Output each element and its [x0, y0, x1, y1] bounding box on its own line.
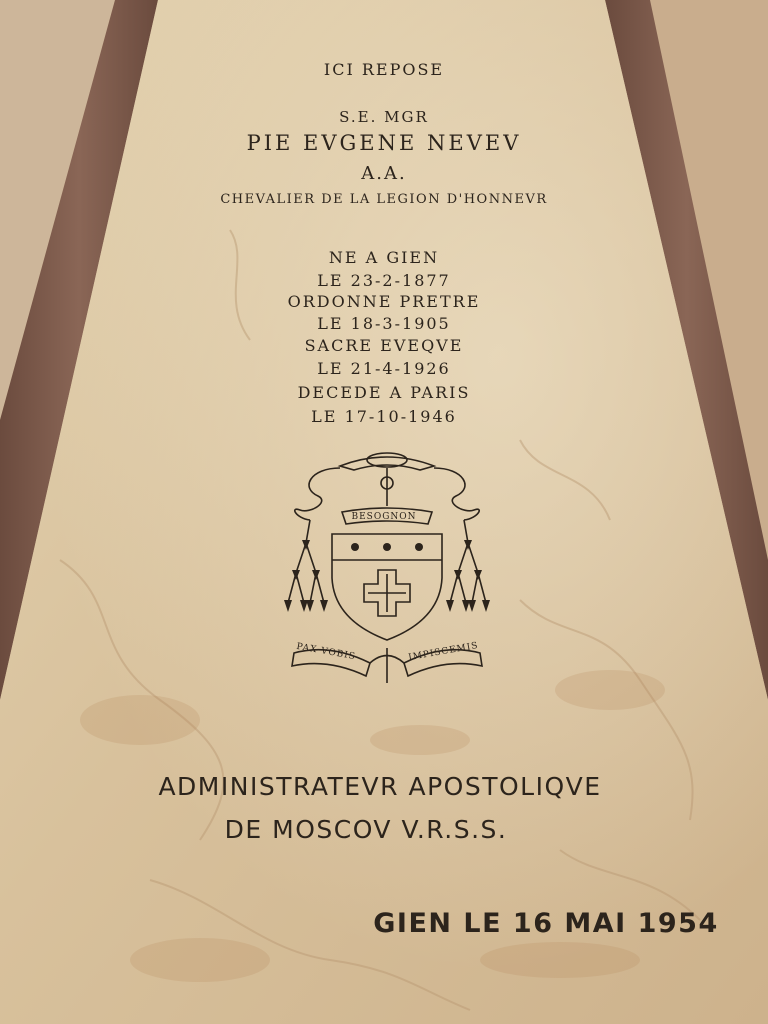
title-line: S.E. MGR: [339, 108, 429, 126]
name-line: PIE EVGENE NEVEV: [246, 131, 522, 155]
office-line-2: DE MOSCOV V.R.S.S.: [224, 815, 508, 844]
bio-line: SACRE EVEQVE: [304, 336, 464, 355]
crest-motto-left: PAX VOBIS: [295, 641, 357, 663]
bio-line: LE 17-10-1946: [311, 407, 457, 426]
bio-line: LE 18-3-1905: [317, 314, 451, 333]
honor-line: CHEVALIER DE LA LEGION D'HONNEVR: [220, 192, 548, 207]
crest-motto-right: IMPISCEMIS: [407, 640, 480, 664]
bio-line: ORDONNE PRETRE: [287, 292, 481, 311]
office-line-1: ADMINISTRATEVR APOSTOLIQVE: [158, 772, 602, 801]
date-line: GIEN LE 16 MAI 1954: [373, 908, 719, 939]
shield-chief-stars: [351, 543, 423, 551]
order-line: A.A.: [361, 163, 407, 184]
bio-line: NE A GIEN: [328, 248, 440, 267]
tassels-right: [446, 540, 490, 612]
bio-line: DECEDE A PARIS: [297, 383, 471, 402]
bio-line: LE 23-2-1877: [317, 271, 451, 290]
crest-motto-top: BESOGNON: [351, 512, 417, 522]
bio-line: LE 21-4-1926: [317, 359, 451, 378]
tassels-left: [284, 540, 328, 612]
coat-of-arms-icon: [270, 448, 505, 693]
header-line: ICI REPOSE: [323, 60, 445, 79]
